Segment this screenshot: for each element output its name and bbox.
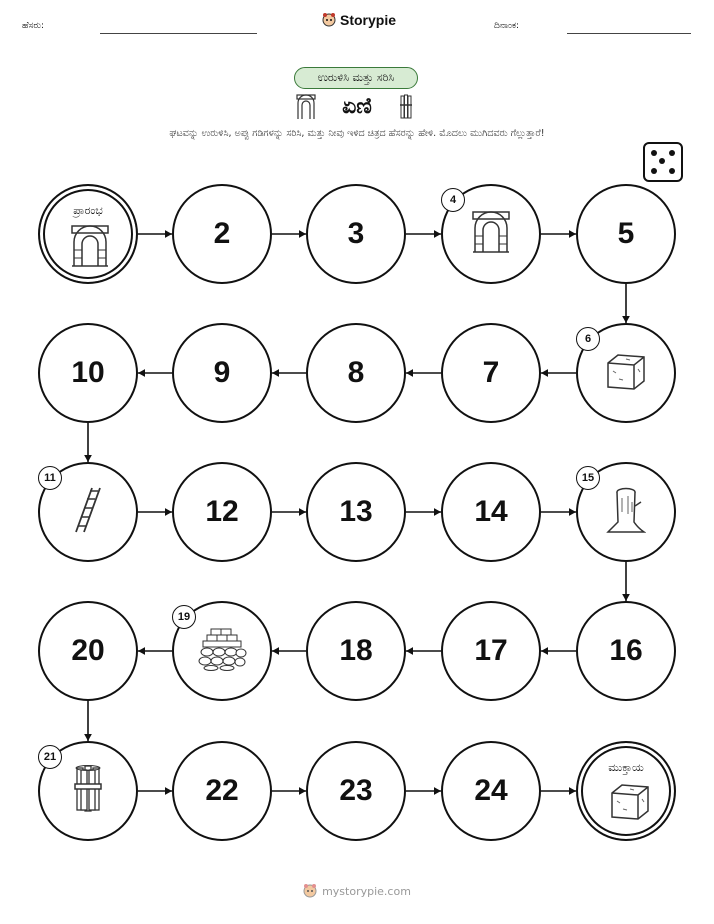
cell-number: 13 xyxy=(339,495,373,528)
cell-number: 8 xyxy=(347,356,365,389)
cell-number-badge: 11 xyxy=(38,466,62,490)
board-cell-19 xyxy=(172,601,272,701)
cell-number: 22 xyxy=(205,774,239,807)
title-pill: ಉರುಳಿಸಿ ಮತ್ತು ಸರಿಸಿ xyxy=(294,67,418,89)
cell-number: 3 xyxy=(347,217,365,250)
cell-number-badge: 6 xyxy=(576,327,600,351)
footer xyxy=(0,883,714,899)
arch-icon xyxy=(70,224,110,272)
arrow-9 xyxy=(138,369,172,377)
arrow-13 xyxy=(406,508,441,516)
start-label: ಪ್ರಾರಂಭ xyxy=(73,204,103,217)
brand-name: Storypie xyxy=(340,12,397,28)
board-cell-14 xyxy=(441,462,541,562)
arrow-2 xyxy=(272,230,306,238)
arrow-22 xyxy=(272,787,306,795)
arrow-12 xyxy=(272,508,306,516)
arrow-8 xyxy=(272,369,306,377)
board-cell-11 xyxy=(38,462,138,562)
board-cell-21 xyxy=(38,741,138,841)
arrow-7 xyxy=(406,369,441,377)
cell-number-badge: 4 xyxy=(441,188,465,212)
board-cell-9 xyxy=(172,323,272,423)
finish-label: ಮುಕ್ತಾಯ xyxy=(608,761,644,774)
arrow-24 xyxy=(541,787,576,795)
instructions: ಘಟವನ್ನು ಉರುಳಿಸಿ, ಅಪ್ಪು ಗಡಿಗಳನ್ನು ಸರಿಸಿ, ಮತ್ತು ನೀವು ಇಳಿದ ಚಿತ್ರದ ಹೆಸರನ್ನು ಹೇಳಿ. ಮೊದಲು ಮುಗಿದವರು ಗೆಲ್ಲುತ್ತಾರೆ! xyxy=(169,128,545,139)
board-cell-24 xyxy=(441,741,541,841)
cell-number-badge: 21 xyxy=(38,745,62,769)
board-cell-20 xyxy=(38,601,138,701)
arch-icon xyxy=(471,210,511,258)
arrow-10 xyxy=(84,423,92,462)
board-cell-6 xyxy=(576,323,676,423)
stone-wall-icon xyxy=(197,627,247,675)
board-cell-5 xyxy=(576,184,676,284)
ladder-icon xyxy=(70,486,106,538)
board-cell-18 xyxy=(306,601,406,701)
arrow-20 xyxy=(84,701,92,741)
arrow-6 xyxy=(541,369,576,377)
board-cell-22 xyxy=(172,741,272,841)
arrow-14 xyxy=(541,508,576,516)
board-cell-23 xyxy=(306,741,406,841)
stone-block-icon xyxy=(608,781,652,825)
board-cell-15 xyxy=(576,462,676,562)
arrow-3 xyxy=(406,230,441,238)
arrow-1 xyxy=(138,230,172,238)
cell-number-badge: 19 xyxy=(172,605,196,629)
stone-block-icon xyxy=(604,351,648,395)
cell-number: 20 xyxy=(71,634,105,667)
storypie-mascot-icon xyxy=(303,883,317,899)
board-cell-10 xyxy=(38,323,138,423)
board-cell-13 xyxy=(306,462,406,562)
cell-number: 2 xyxy=(213,217,231,250)
cell-number: 16 xyxy=(609,634,643,667)
arrow-23 xyxy=(406,787,441,795)
board-cell-7 xyxy=(441,323,541,423)
tree-stump-icon xyxy=(606,486,646,538)
page-title: ಏಣಿ xyxy=(342,94,372,119)
board-cell-17 xyxy=(441,601,541,701)
board-cell-1 xyxy=(38,184,138,284)
date-label: ದಿನಾಂಕ: xyxy=(494,21,520,31)
arrow-5 xyxy=(622,284,630,323)
cell-number: 23 xyxy=(339,774,373,807)
cell-number: 18 xyxy=(339,634,373,667)
footer-url: mystorypie.com xyxy=(322,884,411,898)
arrow-4 xyxy=(541,230,576,238)
board-cell-16 xyxy=(576,601,676,701)
cell-number: 24 xyxy=(474,774,508,807)
board-cell-8 xyxy=(306,323,406,423)
wood-bundle-icon xyxy=(72,764,104,818)
arrow-19 xyxy=(138,647,172,655)
board-cell-3 xyxy=(306,184,406,284)
cell-number: 14 xyxy=(474,495,508,528)
name-label: ಹೆಸರು: xyxy=(22,21,45,31)
board-cell-25 xyxy=(576,741,676,841)
arrow-21 xyxy=(138,787,172,795)
arrow-17 xyxy=(406,647,441,655)
arrow-16 xyxy=(541,647,576,655)
cell-number: 5 xyxy=(617,217,635,250)
board-cell-12 xyxy=(172,462,272,562)
board-cell-2 xyxy=(172,184,272,284)
arrow-11 xyxy=(138,508,172,516)
arrow-15 xyxy=(622,562,630,601)
cell-number: 9 xyxy=(213,356,231,389)
cell-number: 17 xyxy=(474,634,508,667)
cell-number: 12 xyxy=(205,495,239,528)
cell-number: 7 xyxy=(482,356,500,389)
cell-number: 10 xyxy=(71,356,105,389)
board-cell-4 xyxy=(441,184,541,284)
arrow-18 xyxy=(272,647,306,655)
cell-number-badge: 15 xyxy=(576,466,600,490)
